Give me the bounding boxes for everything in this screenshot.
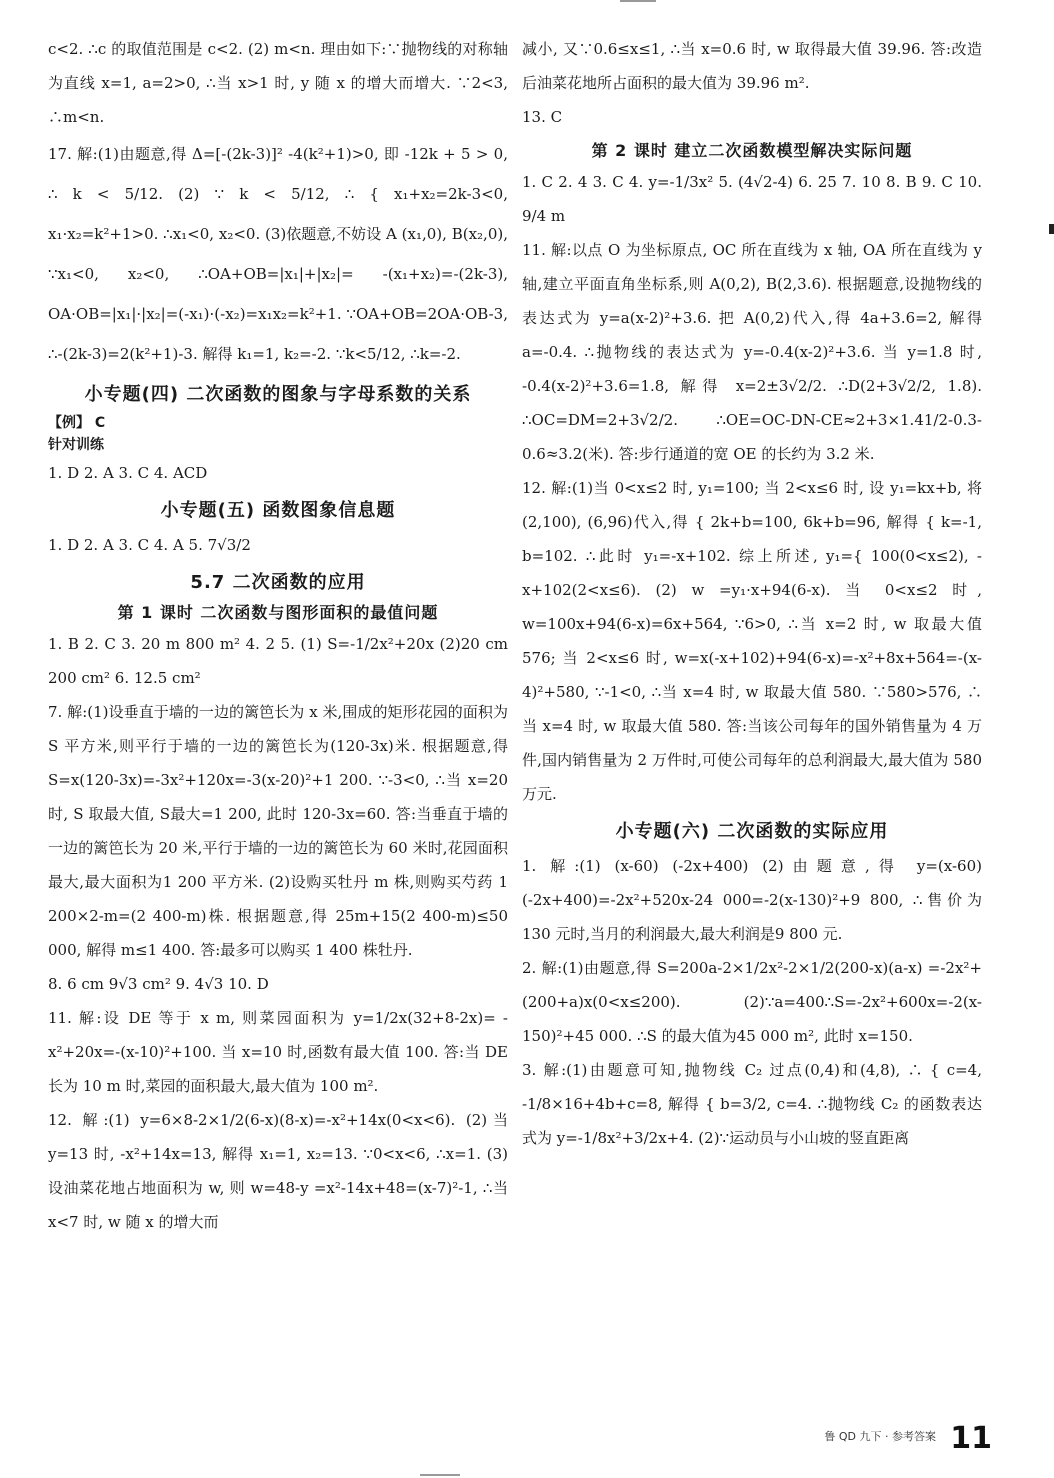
left-paragraph-16: c<2. ∴c 的取值范围是 c<2. (2) m<n. 理由如下:∵抛物线的对称轴为直线 x=1, a=2>0, ∴当 x>1 时, y 随 x 的增大而增大. ∵2<3, ∴m<n. [48,40,508,126]
page-number: 11 [950,1421,992,1456]
topic-6-question-1: 1. 解:(1) (x-60) (-2x+400) (2)由题意,得 y=(x-60)(-2x+400)=-2x²+520x-24 000=-2(x-130)²+9 800, ∴售价为 130 元时,当月的利润最大,最大利润是9 800 元. [522,857,982,943]
answers-lesson-1: 1. B 2. C 3. 20 m 800 m² 4. 2 5. (1) S=-1/2x²+20x (2)20 cm 200 cm² 6. 12.5 cm² [48,635,508,687]
margin-tick [1049,224,1054,234]
answers-topic-4: 1. D 2. A 3. C 4. ACD [48,464,208,482]
answers-lesson-2: 1. C 2. 4 3. C 4. y=-1/3x² 5. (4√2-4) 6. 25 7. 10 8. B 9. C 10. 9/4 m [522,173,982,225]
top-rule [620,0,656,2]
heading-lesson-1: 第 1 课时 二次函数与图形面积的最值问题 [117,603,439,622]
right-paragraph-continued: 减小, 又∵0.6≤x≤1, ∴当 x=0.6 时, w 取得最大值 39.96. 答:改造后油菜花地所占面积的最大值为 39.96 m². [522,40,982,92]
practice-label: 针对训练 [48,437,104,453]
left-paragraph-17: 17. 解:(1)由题意,得 Δ=[-(2k-3)]² -4(k²+1)>0, 即 -12k + 5 > 0, ∴ k < 5/12. (2) ∵ k < 5/12, ∴ { x₁+x₂=2k-3<0, x₁·x₂=k²+1>0. ∴x₁<0, x₂<0. (3)依题意,不妨设 A (x₁,0), B(x₂,0), ∵x₁<0, x₂<0, ∴OA+OB=|x₁|+|x₂|= -(x₁+x₂)=-(2k-3), OA·OB=|x₁|·|x₂|=(-x₁)·(-x₂)=x₁x₂=k²+1. ∵OA+OB=2OA·OB-3, ∴-(2k-3)=2(k²+1)-3. 解得 k₁=1, k₂=-2. ∵k<5/12, ∴k=-2. [48,145,508,363]
topic-6-question-3: 3. 解:(1)由题意可知,抛物线 C₂ 过点(0,4)和(4,8), ∴ { c=4, -1/8×16+4b+c=8, 解得 { b=3/2, c=4. ∴抛物线 C₂ 的函数表达式为 y=-1/8x²+3/2x+4. (2)∵运动员与小山坡的竖直距离 [522,1061,982,1147]
bottom-rule [420,1474,460,1476]
answers-8-10: 8. 6 cm 9√3 cm² 9. 4√3 10. D [48,975,269,993]
answers-topic-5: 1. D 2. A 3. C 4. A 5. 7√3/2 [48,536,251,554]
topic-6-question-2: 2. 解:(1)由题意,得 S=200a-2×1/2x²-2×1/2(200-x)(a-x) =-2x²+(200+a)x(0<x≤200). (2)∵a=400∴S=-2x²+600x=-2(x-150)²+45 000. ∴S 的最大值为45 000 m², 此时 x=150. [522,959,982,1045]
right-paragraph-12: 12. 解:(1)当 0<x≤2 时, y₁=100; 当 2<x≤6 时, 设 y₁=kx+b, 将(2,100), (6,96)代入,得 { 2k+b=100, 6k+b=96, 解得 { k=-1, b=102. ∴此时 y₁=-x+102. 综上所述, y₁={ 100(0<x≤2), -x+102(2<x≤6). (2) w =y₁·x+94(6-x). 当 0<x≤2 时, w=100x+94(6-x)=6x+564, ∵6>0, ∴当 x=2 时, w 取最大值 576; 当 2<x≤6 时, w=x(-x+102)+94(6-x)=-x²+8x+564=-(x-4)²+580, ∵-1<0, ∴当 x=4 时, w 取最大值 580. ∵580>576, ∴当 x=4 时, w 取最大值 580. 答:当该公司每年的国外销售量为 4 万件,国内销售量为 2 万件时,可使公司每年的总利润最大,最大值为 580 万元. [522,479,982,803]
right-paragraph-11: 11. 解:以点 O 为坐标原点, OC 所在直线为 x 轴, OA 所在直线为 y 轴,建立平面直角坐标系,则 A(0,2), B(2,3.6). 根据题意,设抛物线的表达式为 y=a(x-2)²+3.6. 把 A(0,2)代入,得 4a+3.6=2, 解得 a=-0.4. ∴抛物线的表达式为 y=-0.4(x-2)²+3.6. 当 y=1.8 时, -0.4(x-2)²+3.6=1.8, 解得 x=2±3√2/2. ∴D(2+3√2/2, 1.8). ∴OC=DM=2+3√2/2. ∴OE=OC-DN-CE≈2+3×1.41/2-0.3-0.6≈3.2(米). 答:步行通道的宽 OE 的长约为 3.2 米. [522,241,982,463]
answer-13: 13. C [522,108,563,126]
heading-lesson-2: 第 2 课时 建立二次函数模型解决实际问题 [591,141,913,160]
example-label: 【例】 C [48,415,106,431]
left-column [48,32,508,1239]
footer-label: 鲁 QD 九下 · 参考答案 [824,1430,936,1443]
heading-section-5-7: 5.7 二次函数的应用 [190,572,366,593]
right-column [522,32,982,1155]
heading-topic-4: 小专题(四) 二次函数的图象与字母系数的关系 [84,384,472,405]
left-paragraph-7: 7. 解:(1)设垂直于墙的一边的篱笆长为 x 米,围成的矩形花园的面积为 S 平方米,则平行于墙的一边的篱笆长为(120-3x)米. 根据题意,得 S=x(120-3x)=-3x²+120x=-3(x-20)²+1 200. ∵-3<0, ∴当 x=20 时, S 取最大值, S最大=1 200, 此时 120-3x=60. 答:当垂直于墙的一边的篱笆长为 20 米,平行于墙的一边的篱笆长为 60 米时,花园面积最大,最大面积为1 200 平方米. (2)设购买牡丹 m 株,则购买芍药 1 200×2-m=(2 400-m)株. 根据题意,得 25m+15(2 400-m)≤50 000, 解得 m≤1 400. 答:最多可以购买 1 400 株牡丹. [48,703,508,959]
left-paragraph-11: 11. 解:设 DE 等于 x m, 则菜园面积为 y=1/2x(32+8-2x)= -x²+20x=-(x-10)²+100. 当 x=10 时,函数有最大值 100. 答:当 DE 长为 10 m 时,菜园的面积最大,最大值为 100 m². [48,1009,508,1095]
left-paragraph-12: 12. 解:(1) y=6×8-2×1/2(6-x)(8-x)=-x²+14x(0<x<6). (2)当 y=13 时, -x²+14x=13, 解得 x₁=1, x₂=13. ∵0<x<6, ∴x=1. (3)设油菜花地占地面积为 w, 则 w=48-y =x²-14x+48=(x-7)²-1, ∴当 x<7 时, w 随 x 的增大而 [48,1111,508,1231]
heading-topic-6: 小专题(六) 二次函数的实际应用 [615,821,889,842]
heading-topic-5: 小专题(五) 函数图象信息题 [160,500,396,521]
